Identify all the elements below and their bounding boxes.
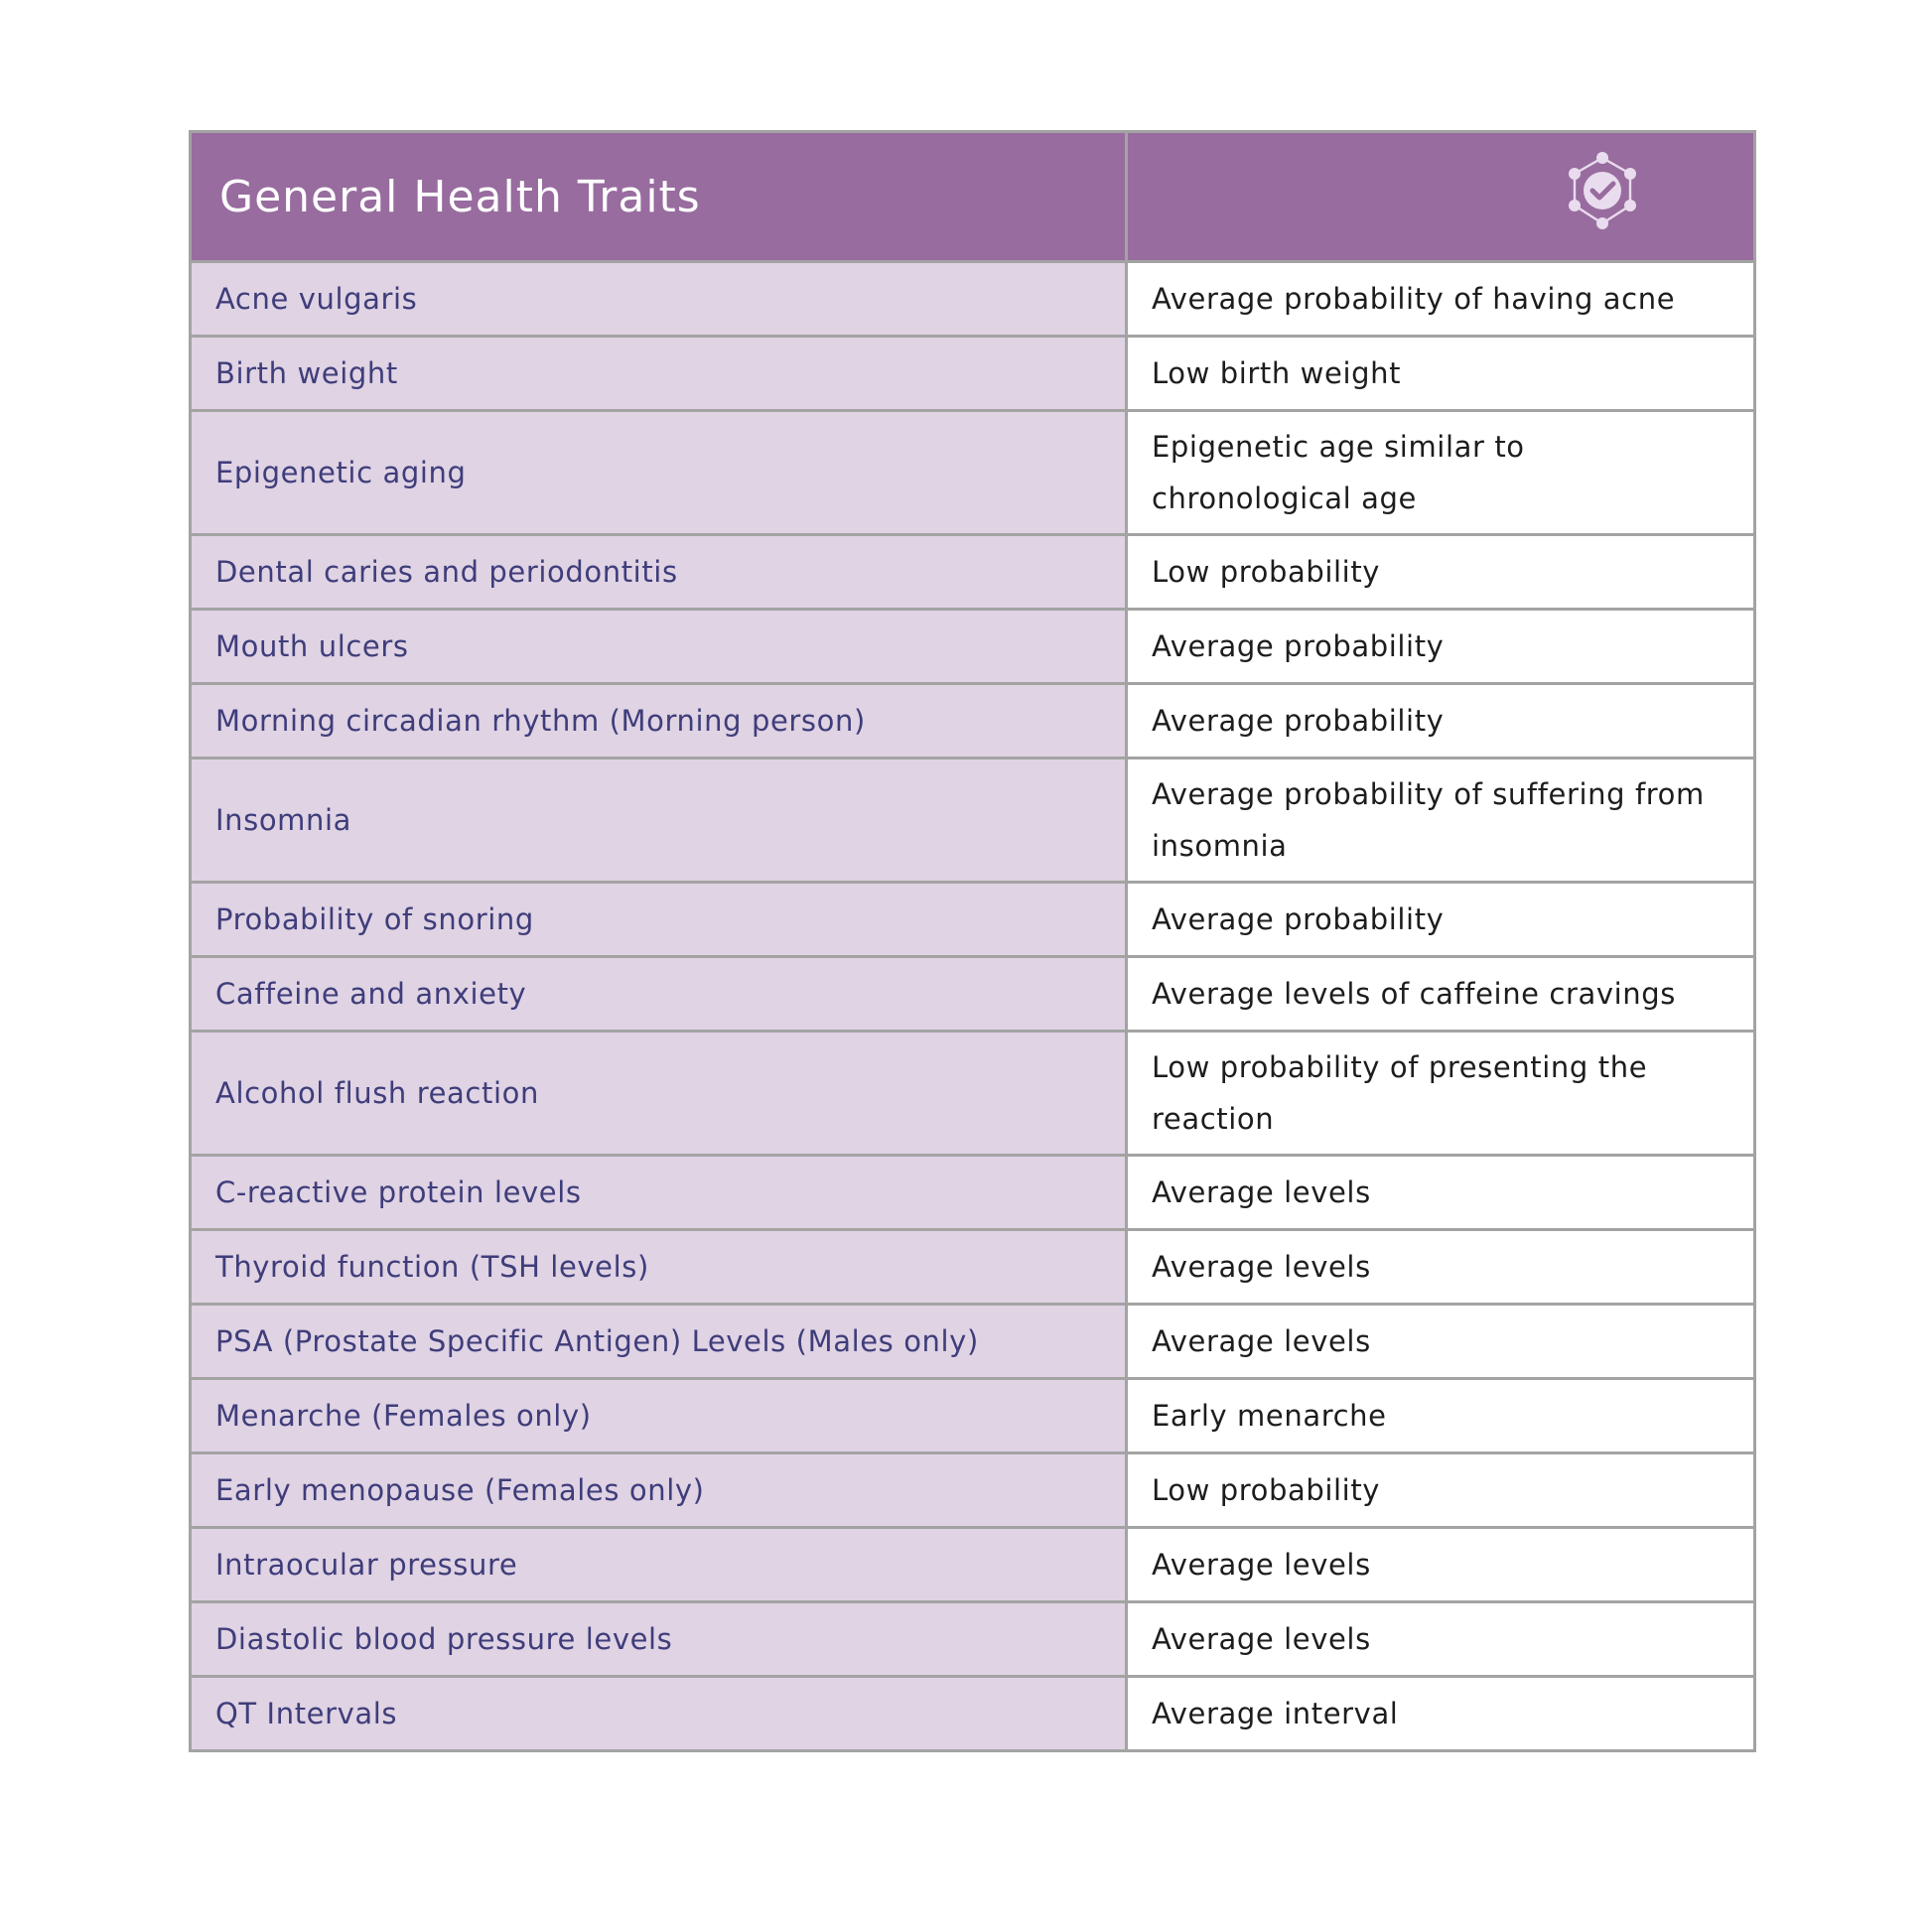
table-row	[191, 1602, 1755, 1677]
table-row	[191, 337, 1755, 411]
trait-result: Average levels	[1127, 1305, 1755, 1379]
header-icon-cell	[1127, 132, 1755, 262]
table-body	[191, 262, 1755, 1751]
table-row	[191, 1032, 1755, 1156]
check-badge-icon	[1563, 150, 1642, 244]
table-row	[191, 1230, 1755, 1305]
trait-result: Average probability of having acne	[1127, 262, 1755, 337]
trait-name: Diastolic blood pressure levels	[191, 1602, 1127, 1677]
trait-name: Dental caries and periodontitis	[191, 535, 1127, 610]
trait-name: Epigenetic aging	[191, 411, 1127, 535]
trait-result: Average levels	[1127, 1528, 1755, 1602]
table-row	[191, 883, 1755, 957]
table-row	[191, 957, 1755, 1032]
table-row	[191, 1453, 1755, 1528]
table-row	[191, 1156, 1755, 1230]
trait-result: Average levels of caffeine cravings	[1127, 957, 1755, 1032]
table-row	[191, 1379, 1755, 1453]
trait-result: Average levels	[1127, 1156, 1755, 1230]
trait-name: Birth weight	[191, 337, 1127, 411]
trait-result: Average levels	[1127, 1602, 1755, 1677]
table-row	[191, 411, 1755, 535]
table-header-row	[191, 132, 1755, 262]
table-row	[191, 759, 1755, 883]
trait-result: Low probability	[1127, 1453, 1755, 1528]
trait-name: Menarche (Females only)	[191, 1379, 1127, 1453]
trait-name: Caffeine and anxiety	[191, 957, 1127, 1032]
trait-result: Average probability	[1127, 883, 1755, 957]
trait-name: C-reactive protein levels	[191, 1156, 1127, 1230]
trait-result: Low probability of presenting the reaction	[1127, 1032, 1755, 1156]
table-row	[191, 1677, 1755, 1751]
trait-result: Epigenetic age similar to chronological age	[1127, 411, 1755, 535]
trait-result: Average probability of suffering from insomnia	[1127, 759, 1755, 883]
trait-name: Alcohol flush reaction	[191, 1032, 1127, 1156]
trait-result: Average probability	[1127, 610, 1755, 684]
trait-name: Early menopause (Females only)	[191, 1453, 1127, 1528]
trait-name: Thyroid function (TSH levels)	[191, 1230, 1127, 1305]
trait-result: Average levels	[1127, 1230, 1755, 1305]
table-row	[191, 1528, 1755, 1602]
table-row	[191, 535, 1755, 610]
trait-result: Low birth weight	[1127, 337, 1755, 411]
table-row	[191, 262, 1755, 337]
table-row	[191, 1305, 1755, 1379]
trait-name: Mouth ulcers	[191, 610, 1127, 684]
trait-name: Intraocular pressure	[191, 1528, 1127, 1602]
trait-name: Probability of snoring	[191, 883, 1127, 957]
trait-name: Acne vulgaris	[191, 262, 1127, 337]
table-row	[191, 610, 1755, 684]
trait-name: Insomnia	[191, 759, 1127, 883]
table-row	[191, 684, 1755, 759]
trait-result: Low probability	[1127, 535, 1755, 610]
trait-result: Average probability	[1127, 684, 1755, 759]
trait-name: QT Intervals	[191, 1677, 1127, 1751]
table-title: General Health Traits	[191, 132, 1127, 262]
general-health-traits-table	[189, 130, 1756, 1752]
trait-name: PSA (Prostate Specific Antigen) Levels (Males only)	[191, 1305, 1127, 1379]
trait-name: Morning circadian rhythm (Morning person)	[191, 684, 1127, 759]
trait-result: Average interval	[1127, 1677, 1755, 1751]
trait-result: Early menarche	[1127, 1379, 1755, 1453]
